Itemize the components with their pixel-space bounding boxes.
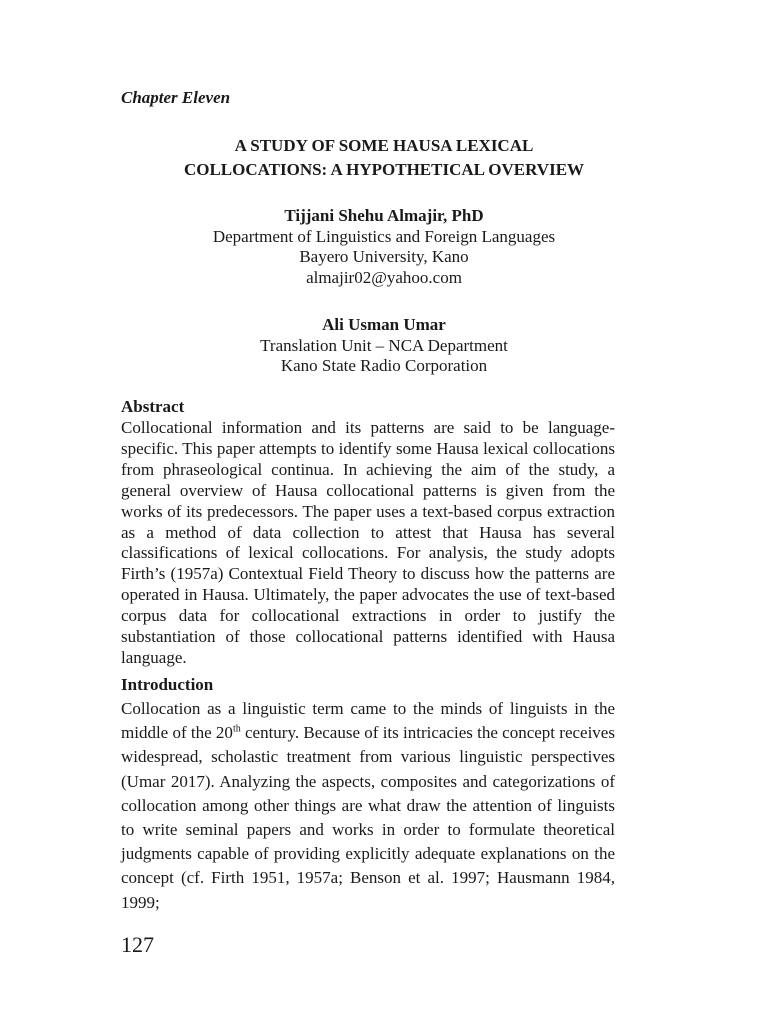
abstract-text: Collocational information and its patterns are said to be language-specific. This paper attempts to identify some Hausa lexical collocations from phraseological continua. In achieving the aim of the study, a general overview of Hausa collocational patterns is given from the works of its predecessors. The paper uses a text-based corpus extraction as a method of data collection to attest that Hausa has several classifications of lexical collocations. For analysis, the study adopts Firth’s (1957a) Contextual Field Theory to discuss how the patterns are operated in Hausa. Ultimately, the paper advocates the use of text-based corpus data for collocational extractions in order to justify the substantiation of those collocational patterns identified with Hausa language.	[121, 418, 615, 667]
paper-title	[100, 134, 668, 182]
author-affiliation: Department of Linguistics and Foreign Languages	[212, 226, 556, 246]
author-affiliation: Kano State Radio Corporation	[280, 356, 488, 375]
title-line-1: A STUDY OF SOME HAUSA LEXICAL	[234, 136, 534, 155]
introduction-text	[121, 697, 615, 915]
intro-text-part: century. Because of its intricacies the concept receives widespread, scholastic treatment from various linguistic perspectives (Umar 2017). Analyzing the aspects, composites and categorizations of collocation among other things are what draw the attention of linguists to write seminal papers and works in order to formulate theoretical judgments capable of providing explicitly adequate explanations on the concept (cf. Firth 1951, 1957a; Benson et al. 1997; Hausmann 1984, 1999;	[121, 723, 615, 912]
author-email: almajir02@yahoo.com	[306, 267, 462, 287]
title-line-2: COLLOCATIONS: A HYPOTHETICAL OVERVIEW	[183, 160, 585, 179]
page-number: 127	[121, 932, 154, 957]
author-block-1	[100, 206, 668, 288]
intro-text-part: Collocation as a linguistic term came to the minds of linguists in the middle of the 20	[121, 699, 615, 743]
author-name: Tijjani Shehu Almajir, PhD	[284, 206, 484, 225]
author-affiliation: Bayero University, Kano	[299, 247, 469, 266]
introduction-heading: Introduction	[121, 675, 214, 694]
author-name: Ali Usman Umar	[322, 315, 446, 334]
author-block-2	[100, 315, 668, 377]
ordinal-superscript: th	[232, 723, 241, 735]
chapter-label: Chapter Eleven	[121, 88, 231, 107]
abstract-heading: Abstract	[121, 397, 185, 416]
author-affiliation: Translation Unit – NCA Department	[260, 335, 508, 355]
